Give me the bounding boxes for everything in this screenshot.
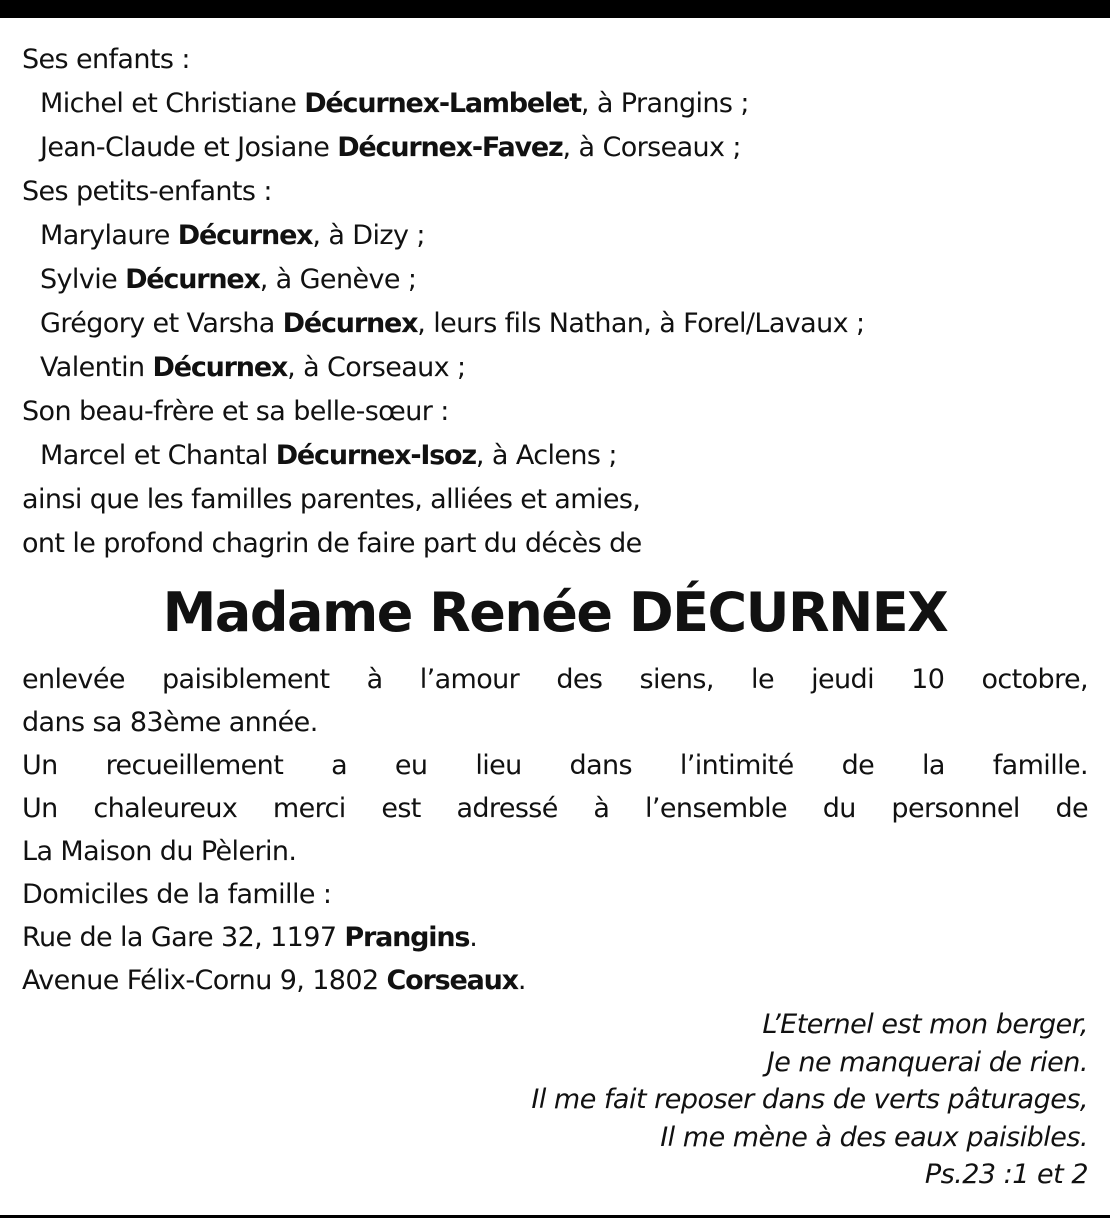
verse-line-2: Je ne manquerai de rien. [766, 1046, 1088, 1078]
grandchild-entry-4 [22, 346, 1088, 390]
grandchild-4-prefix: Valentin [40, 352, 153, 383]
address-1 [22, 916, 1088, 959]
grandchild-4-suffix: , à Corseaux ; [287, 352, 466, 383]
child-1-prefix: Michel et Christiane [40, 88, 305, 119]
child-1-suffix: , à Prangins ; [580, 88, 749, 119]
child-entry-1 [22, 82, 1088, 126]
address-2-end: . [517, 965, 526, 996]
grandchild-2-surname: Décurnex [125, 264, 260, 295]
grandchild-3-suffix: , leurs fils Nathan, à Forel/Lavaux ; [417, 308, 865, 339]
body-line-1: enlevée paisiblement à l’amour des siens, le jeudi 10 octobre, [22, 664, 1088, 695]
grandchild-1-suffix: , à Dizy ; [312, 220, 425, 251]
notice-body [22, 658, 1088, 1002]
obituary-notice [22, 38, 1088, 1194]
body-line-2: dans sa 83ème année. [22, 707, 318, 738]
grandchild-3-surname: Décurnex [282, 308, 418, 339]
child-1-surname: Décurnex-Lambelet [304, 88, 581, 119]
bottom-border-rule [0, 1215, 1110, 1218]
top-border-rule [0, 0, 1110, 18]
address-1-end: . [469, 922, 478, 953]
inlaw-1-prefix: Marcel et Chantal [40, 440, 276, 471]
grandchild-1-surname: Décurnex [177, 220, 313, 251]
grandchild-4-surname: Décurnex [152, 352, 288, 383]
body-line-3: Un recueillement a eu lieu dans l’intimité de la famille. [22, 750, 1088, 781]
child-2-suffix: , à Corseaux ; [562, 132, 741, 163]
grandchild-entry-3 [22, 302, 1088, 346]
child-entry-2 [22, 126, 1088, 170]
address-2-town: Corseaux [386, 965, 518, 996]
inlaw-1-suffix: , à Aclens ; [475, 440, 617, 471]
inlaws-heading: Son beau-frère et sa belle-sœur : [22, 396, 449, 427]
verse-reference: Ps.23 :1 et 2 [924, 1159, 1088, 1190]
address-2-street: Avenue Félix-Cornu 9, 1802 [22, 965, 387, 996]
deceased-name: Madame Renée DÉCURNEX [162, 581, 948, 644]
body-line-4: Un chaleureux merci est adressé à l’ensemble du personnel de [22, 793, 1088, 824]
body-line-5: La Maison du Pèlerin. [22, 836, 297, 867]
psalm-verse [22, 1006, 1088, 1194]
verse-line-3: Il me fait reposer dans de verts pâturages, [531, 1084, 1088, 1115]
verse-line-1: L’Eternel est mon berger, [762, 1009, 1088, 1040]
closing-line-1: ainsi que les familles parentes, alliées et amies, [22, 484, 641, 515]
address-2 [22, 959, 1088, 1002]
child-2-surname: Décurnex-Favez [337, 132, 563, 163]
children-heading: Ses enfants : [22, 44, 190, 75]
verse-line-4: Il me mène à des eaux paisibles. [660, 1121, 1088, 1153]
inlaw-entry-1 [22, 434, 1088, 478]
child-2-prefix: Jean-Claude et Josiane [40, 132, 338, 163]
grandchild-1-prefix: Marylaure [40, 220, 178, 251]
closing-line-2: ont le profond chagrin de faire part du décès de [22, 528, 642, 559]
grandchildren-heading: Ses petits-enfants : [22, 176, 272, 207]
grandchild-entry-2 [22, 258, 1088, 302]
grandchild-entry-1 [22, 214, 1088, 258]
grandchild-3-prefix: Grégory et Varsha [40, 308, 283, 339]
domiciles-heading: Domiciles de la famille : [22, 879, 332, 910]
grandchild-2-suffix: , à Genève ; [259, 264, 417, 295]
address-1-street: Rue de la Gare 32, 1197 [22, 922, 345, 953]
grandchild-2-prefix: Sylvie [40, 264, 126, 295]
address-1-town: Prangins [344, 922, 470, 953]
inlaw-1-surname: Décurnex-Isoz [275, 440, 476, 471]
